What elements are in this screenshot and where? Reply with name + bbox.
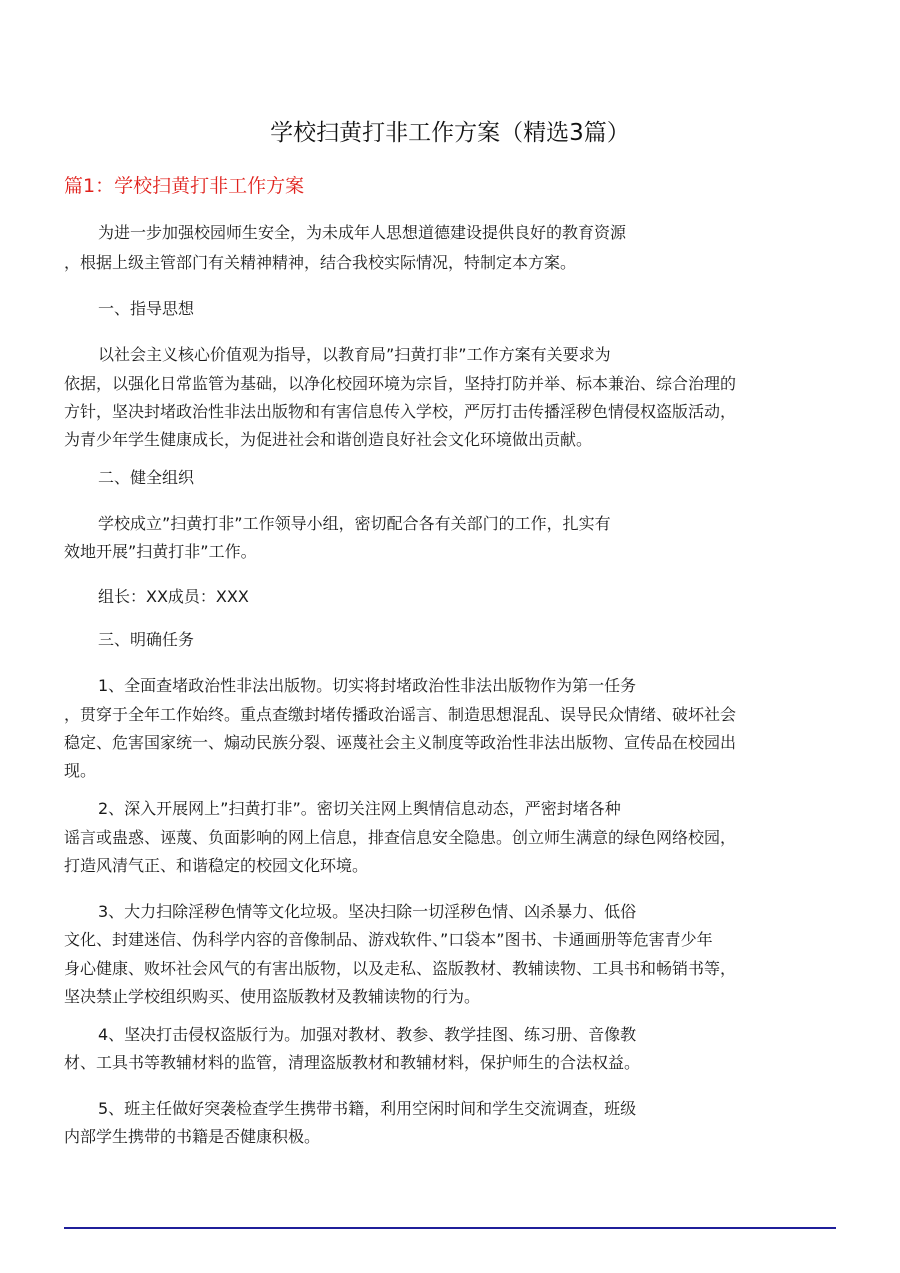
part2-line: 效地开展”扫黄打非”工作。 xyxy=(64,542,257,561)
intro-line: 为进一步加强校园师生安全，为未成年人思想道德建设提供良好的教育资源 xyxy=(98,223,627,242)
task5-line: 内部学生携带的书籍是否健康积极。 xyxy=(64,1127,321,1146)
section-heading: 篇1：学校扫黄打非工作方案 xyxy=(64,175,305,197)
members-line: 组长：XX成员：XXX xyxy=(98,587,249,606)
task1-line: 1、全面查堵政治性非法出版物。切实将封堵政治性非法出版物作为第一任务 xyxy=(98,676,637,695)
part1-line: 为青少年学生健康成长，为促进社会和谐创造良好社会文化环境做出贡献。 xyxy=(64,430,593,449)
task1-line: ，贯穿于全年工作始终。重点查缴封堵传播政治谣言、制造思想混乱、误导民众情绪、破坏社会 xyxy=(64,705,737,724)
part2-line: 学校成立”扫黄打非”工作领导小组，密切配合各有关部门的工作，扎实有 xyxy=(98,514,611,533)
part3-heading: 三、明确任务 xyxy=(98,630,195,649)
task2-line: 谣言或蛊惑、诬蔑、负面影响的网上信息，排查信息安全隐患。创立师生满意的绿色网络校园， xyxy=(64,828,737,847)
part1-line: 以社会主义核心价值观为指导，以教育局”扫黄打非”工作方案有关要求为 xyxy=(98,345,611,364)
task5-line: 5、班主任做好突袭检查学生携带书籍，利用空闲时间和学生交流调查，班级 xyxy=(98,1099,637,1118)
task2-line: 打造风清气正、和谐稳定的校园文化环境。 xyxy=(64,856,369,875)
footer-rule xyxy=(64,1227,836,1229)
task3-line: 坚决禁止学校组织购买、使用盗版教材及教辅读物的行为。 xyxy=(64,987,481,1006)
task2-line: 2、深入开展网上”扫黄打非”。密切关注网上舆情信息动态，严密封堵各种 xyxy=(98,799,621,818)
task1-line: 现。 xyxy=(64,761,97,780)
part1-heading: 一、指导思想 xyxy=(98,299,195,318)
part1-line: 方针，坚决封堵政治性非法出版物和有害信息传入学校，严厉打击传播淫秽色情侵权盗版活动， xyxy=(64,402,737,421)
part1-line: 依据，以强化日常监管为基础，以净化校园环境为宗旨，坚持打防并举、标本兼治、综合治理的 xyxy=(64,374,737,393)
intro-line: ，根据上级主管部门有关精神精神，结合我校实际情况，特制定本方案。 xyxy=(64,253,577,272)
task3-line: 3、大力扫除淫秽色情等文化垃圾。坚决扫除一切淫秽色情、凶杀暴力、低俗 xyxy=(98,902,637,921)
task4-line: 材、工具书等教辅材料的监管，清理盗版教材和教辅材料，保护师生的合法权益。 xyxy=(64,1053,641,1072)
task3-line: 文化、封建迷信、伪科学内容的音像制品、游戏软件、”口袋本”图书、卡通画册等危害青少年 xyxy=(64,930,713,949)
task4-line: 4、坚决打击侵权盗版行为。加强对教材、教参、教学挂图、练习册、音像教 xyxy=(98,1025,637,1044)
part2-heading: 二、健全组织 xyxy=(98,468,195,487)
task3-line: 身心健康、败坏社会风气的有害出版物，以及走私、盗版教材、教辅读物、工具书和畅销书等， xyxy=(64,959,737,978)
document-title: 学校扫黄打非工作方案（精选3篇） xyxy=(270,120,630,146)
task1-line: 稳定、危害国家统一、煽动民族分裂、诬蔑社会主义制度等政治性非法出版物、宣传品在校园出 xyxy=(64,733,737,752)
